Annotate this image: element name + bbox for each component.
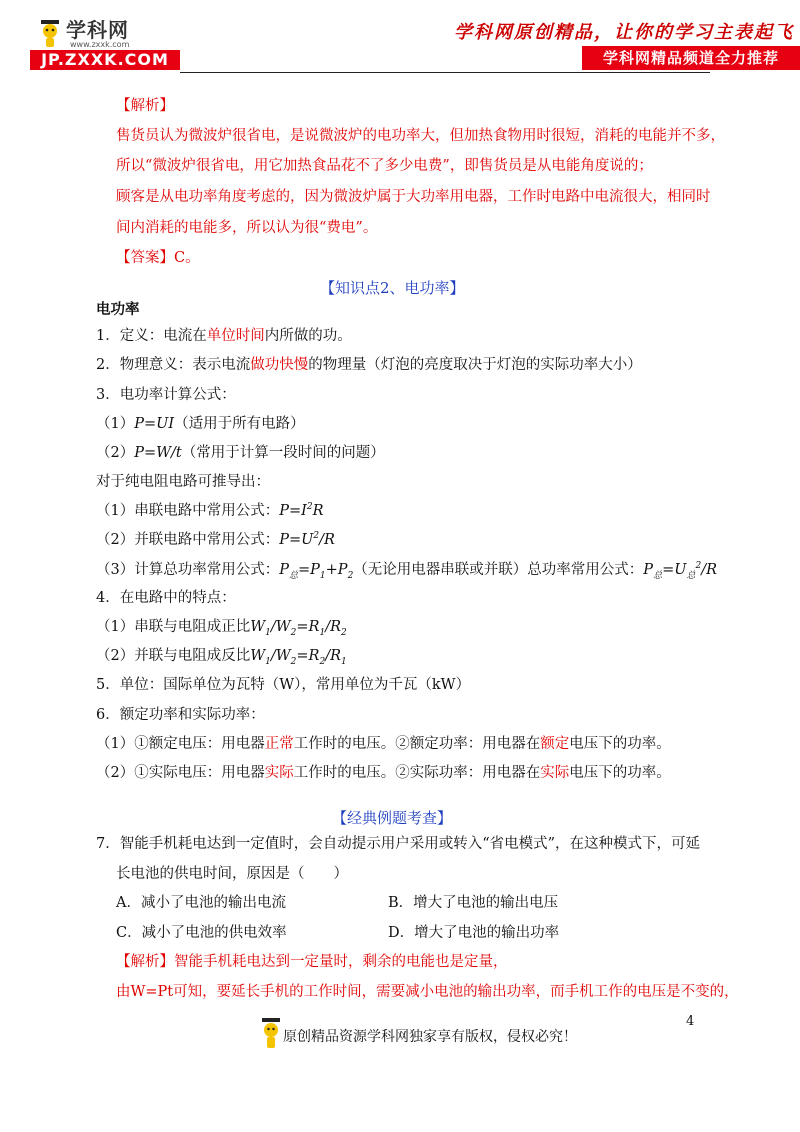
actual-highlight-2: 实际 [540, 765, 570, 781]
question-7-line-2: 长电池的供电时间，原因是（ ） [116, 866, 348, 882]
answer-value: C。 [174, 250, 200, 266]
definition-line [96, 326, 352, 346]
example-analysis-line-1 [116, 952, 508, 972]
knowledge-point-heading: 【知识点2、电功率】 [320, 279, 465, 297]
parallel-formula [96, 530, 335, 550]
option-d: D．增大了电池的输出功率 [388, 925, 560, 941]
series-feature-expr: $W_1/W_2=R_1/R_2$ [250, 619, 347, 638]
option-b: B．增大了电池的输出电压 [388, 895, 559, 911]
meaning-highlight: 做功快慢 [250, 357, 309, 373]
rated-highlight-2: 额定 [540, 736, 570, 752]
actual-line [96, 763, 671, 783]
definition-text-end: 内所做的功。 [264, 328, 352, 344]
series-formula-label: （1）串联电路中常用公式： [96, 503, 280, 519]
total-power-label: （3）计算总功率常用公式： [96, 562, 280, 578]
series-feature [96, 617, 347, 637]
actual-text-c: 工作时的电压。②实际功率：用电器在 [293, 765, 541, 781]
meaning-text-end: 的物理量（灯泡的亮度取决于灯泡的实际功率大小） [308, 357, 642, 373]
page-number: 4 [686, 1014, 695, 1029]
formula-1-num: （1） [96, 416, 135, 432]
parallel-feature-expr: $W_1/W_2=R_2/R_1$ [250, 648, 347, 667]
unit-line: 5．单位：国际单位为瓦特（W），常用单位为千瓦（kW） [96, 677, 471, 693]
formula-1-expr: P=UI [134, 416, 175, 432]
rated-text-e: 电压下的功率。 [569, 736, 671, 752]
parallel-feature [96, 646, 347, 666]
examples-heading: 【经典例题考查】 [332, 809, 453, 827]
page-header [0, 0, 800, 80]
analysis-tag: 【解析】 [116, 98, 174, 114]
logo-url: www.zxxk.com [70, 40, 130, 49]
rated-text-c: 工作时的电压。②额定功率：用电器在 [293, 736, 541, 752]
example-analysis-text: 智能手机耗电达到一定量时，剩余的电能也是定量， [174, 954, 508, 970]
meaning-text: 2．物理意义：表示电流 [96, 357, 251, 373]
formula-2-num: （2） [96, 445, 135, 461]
parallel-formula-label: （2）并联电路中常用公式： [96, 532, 280, 548]
actual-text-e: 电压下的功率。 [569, 765, 671, 781]
parallel-formula-expr: $P=U^2/R$ [279, 531, 335, 548]
logo-domain: JP.ZXXK.COM [30, 50, 180, 70]
pure-resistor-line: 对于纯电阻电路可推导出： [96, 474, 270, 490]
analysis-line-1: 售货员认为微波炉很省电，是说微波炉的电功率大，但加热食物用时很短，消耗的电能并不多， [116, 128, 725, 144]
total-power-formula [96, 560, 717, 580]
total-power-note: （无论用电器串联或并联）总功率常用公式： [353, 562, 644, 578]
section-title: 电功率 [96, 302, 140, 318]
formula-2-note: （常用于计算一段时间的问题） [181, 445, 385, 461]
definition-text: 1．定义：电流在 [96, 328, 207, 344]
series-formula-expr: $P=I^2R$ [279, 502, 324, 519]
total-power-expr-2: $P_总=U_总^2/R$ [643, 561, 718, 581]
header-recommend-banner: 学科网精品频道全力推荐 [582, 46, 800, 70]
rated-text-a: （1）①额定电压：用电器 [96, 736, 265, 752]
formula-2-expr: P=W/t [134, 445, 182, 461]
site-logo[interactable] [30, 14, 180, 70]
formula-title: 3．电功率计算公式： [96, 387, 236, 403]
analysis-line-3: 顾客是从电功率角度考虑的，因为微波炉属于大功率用电器，工作时电路中电流很大，相同时 [116, 189, 711, 205]
logo-text: 学科网 [66, 18, 129, 42]
rated-title: 6．额定功率和实际功率： [96, 707, 265, 723]
analysis-line-4: 间内消耗的电能多，所以认为很“费电”。 [116, 220, 378, 236]
option-c: C．减小了电池的供电效率 [116, 925, 287, 941]
formula-1-note: （适用于所有电路） [174, 416, 305, 432]
footer-copyright: 原创精品资源学科网独家享有版权，侵权必究！ [283, 1029, 577, 1045]
series-formula [96, 501, 324, 521]
meaning-line [96, 355, 642, 375]
analysis-line-2: 所以“微波炉很省电，用它加热食品花不了多少电费”，即售货员是从电能角度说的； [116, 158, 653, 174]
option-a: A．减小了电池的输出电流 [116, 895, 286, 911]
actual-text-a: （2）①实际电压：用电器 [96, 765, 265, 781]
formula-1 [96, 414, 305, 434]
answer-line [116, 248, 200, 268]
header-slogan: 学科网原创精品，让你的学习主表起飞 [454, 22, 794, 43]
header-divider [180, 72, 710, 73]
series-feature-text: （1）串联与电阻成正比 [96, 619, 251, 635]
example-analysis-line-2: 由W=Pt可知，要延长手机的工作时间，需要减小电池的输出功率，而手机工作的电压是不变的， [116, 984, 739, 1000]
feature-title: 4．在电路中的特点： [96, 590, 236, 606]
formula-2 [96, 443, 385, 463]
answer-tag: 【答案】 [116, 250, 174, 266]
total-power-expr-1: $P_总=P_1+P_2$ [279, 562, 354, 581]
mascot-icon [38, 18, 62, 48]
rated-line [96, 734, 671, 754]
parallel-feature-text: （2）并联与电阻成反比 [96, 648, 251, 664]
rated-highlight-1: 正常 [264, 736, 294, 752]
question-7-line-1: 7．智能手机耗电达到一定值时，会自动提示用户采用或转入“省电模式”，在这种模式下，可延 [96, 836, 701, 852]
actual-highlight-1: 实际 [264, 765, 294, 781]
example-analysis-tag: 【解析】 [116, 954, 174, 970]
footer-mascot-icon [260, 1016, 282, 1050]
definition-highlight: 单位时间 [206, 328, 265, 344]
